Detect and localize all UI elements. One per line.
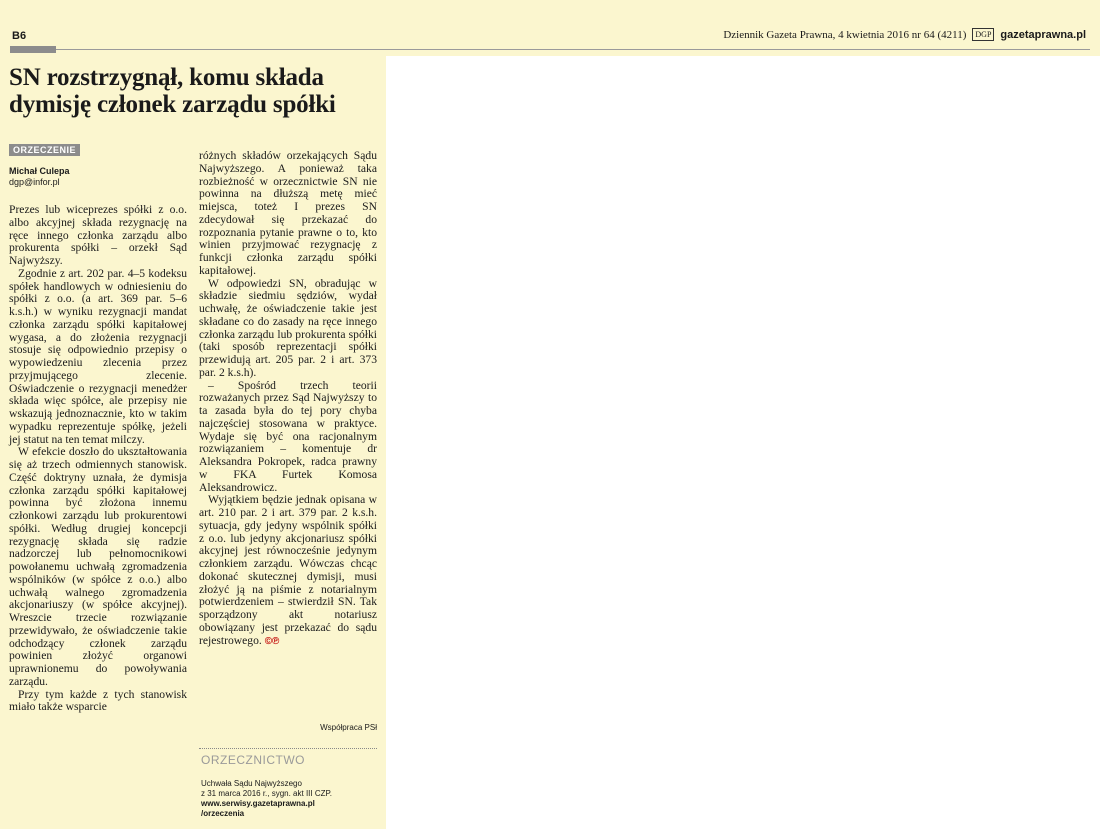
header-rule <box>56 49 1090 50</box>
box-divider <box>199 748 377 749</box>
masthead-text: Dziennik Gazeta Prawna, 4 kwietnia 2016 nr 64 (4211) <box>723 28 967 41</box>
box-line-1: Uchwała Sądu Najwyższego <box>201 779 302 788</box>
author-name: Michał Culepa <box>9 166 70 176</box>
article-credit: Współpraca PSł <box>320 723 377 732</box>
box-title: ORZECZNICTWO <box>201 753 305 767</box>
case-reference-box <box>201 779 379 819</box>
article-paragraph: W odpowiedzi SN, obradując w składzie siedmiu sędziów, wydał uchwałę, że oświadczenie takie jest składane co do zasady na ręce innego członka zarządu lub prokurenta spółki (taki sposób reprezentacji spółki przewidują art. 205 par. 2 i art. 373 par. 2 k.s.h). <box>199 276 377 379</box>
author-block <box>9 166 70 188</box>
article <box>0 56 386 829</box>
dgp-logo: DGP <box>972 28 994 41</box>
author-email: dgp@infor.pl <box>9 177 60 187</box>
section-label: ORZECZENIE <box>9 144 80 156</box>
page-header <box>0 0 1100 56</box>
site-link[interactable]: gazetaprawna.pl <box>1000 28 1086 41</box>
headline-line-1: SN rozstrzygnął, komu składa <box>9 64 324 91</box>
box-line-2: z 31 marca 2016 r., sygn. akt III CZP. <box>201 789 333 798</box>
article-paragraph: różnych składów orzekających Sądu Najwyższego. A ponieważ taka rozbieżność w orzecznictwie SN nie powinna na dłuższą metę mieć miejsca, toteż I prezes SN zdecydował się przekazać do rozpoznania pytanie prawne o to, kto winien przyjmować rezygnację z funkcji członka zarządu spółki kapitałowej. <box>199 149 377 277</box>
article-paragraph: W efekcie doszło do ukształtowania się aż trzech odmiennych stanowisk. Część doktryny uznała, że dymisja członka zarządu spółki kapitałowej powinna być złożona innemu członkowi zarządu lub prokurentowi spółki. Według drugiej koncepcji rezygnację składa się radzie nadzorczej lub pełnomocnikowi powołanemu uchwałą zgromadzenia wspólników (w spółce z o.o.) albo uchwałą walnego zgromadzenia akcjonariuszy (w spółce akcyjnej). Wreszcie trzecie rozwiązanie przewidywało, że oświadczenie takie odchodzący członek zarządu powinien złożyć organowi uprawnionemu do powoływania zarządu. <box>9 445 187 688</box>
article-paragraph: Zgodnie z art. 202 par. 4–5 kodeksu spółek handlowych w odniesieniu do spółki z o.o. (a art. 369 par. 5–6 k.s.h.) w wyniku rezygnacji mandat członka zarządu spółki kapitałowej wygasa, a do złożenia rezygnacji stosuje się odpowiednio przepisy o wypowiedzeniu zlecenia przez przyjmującego zlecenie. Oświadczenie o rezygnacji menedżer składa więc spółce, ale przepisy nie wskazują jednoznacznie, kto w takim wypadku reprezentuje spółkę, jeżeli jej statut na ten temat milczy. <box>9 266 187 446</box>
page-number: B6 <box>12 30 27 42</box>
box-link-2[interactable]: /orzeczenia <box>201 809 245 818</box>
article-paragraph: Przy tym każde z tych stanowisk miało także wsparcie <box>9 687 187 714</box>
copyright-marks: ©℗ <box>264 635 280 647</box>
box-link-1[interactable]: www.serwisy.gazetaprawna.pl <box>201 799 315 808</box>
article-column-2 <box>199 150 377 648</box>
article-paragraph: – Spośród trzech teorii rozważanych przez Sąd Najwyższy to ta zasada była do tej pory chyba najczęściej stosowana w praktyce. Wydaje się być ona racjonalnym rozwiązaniem – komentuje dr Aleksandra Pokropek, radca prawny w FKA Furtek Komosa Aleksandrowicz. <box>199 378 377 494</box>
masthead <box>723 28 1086 41</box>
article-paragraph <box>199 494 377 648</box>
article-paragraph: Prezes lub wiceprezes spółki z o.o. albo akcyjnej składa rezygnację na ręce innego członka zarządu albo prokurenta spółki – orzekł Sąd Najwyższy. <box>9 203 187 267</box>
header-accent-bar <box>10 46 56 53</box>
article-headline <box>9 64 381 118</box>
article-column-1 <box>9 204 187 714</box>
headline-line-2: dymisję członek zarządu spółki <box>9 91 336 118</box>
article-paragraph-text: Wyjątkiem będzie jednak opisana w art. 210 par. 2 i art. 379 par. 2 k.s.h. sytuacja, gdy jedyny wspólnik spółki z o.o. lub jedyny akcjonariusz spółki akcyjnej jest równocześnie jedynym członkiem zarządu. Wówczas chcąc dokonać skutecznej dymisji, musi złożyć ją na piśmie z notarialnym potwierdzeniem – stwierdził SN. Tak sporządzony akt notariusz obowiązany jest przekazać do sądu rejestrowego. <box>199 493 377 647</box>
